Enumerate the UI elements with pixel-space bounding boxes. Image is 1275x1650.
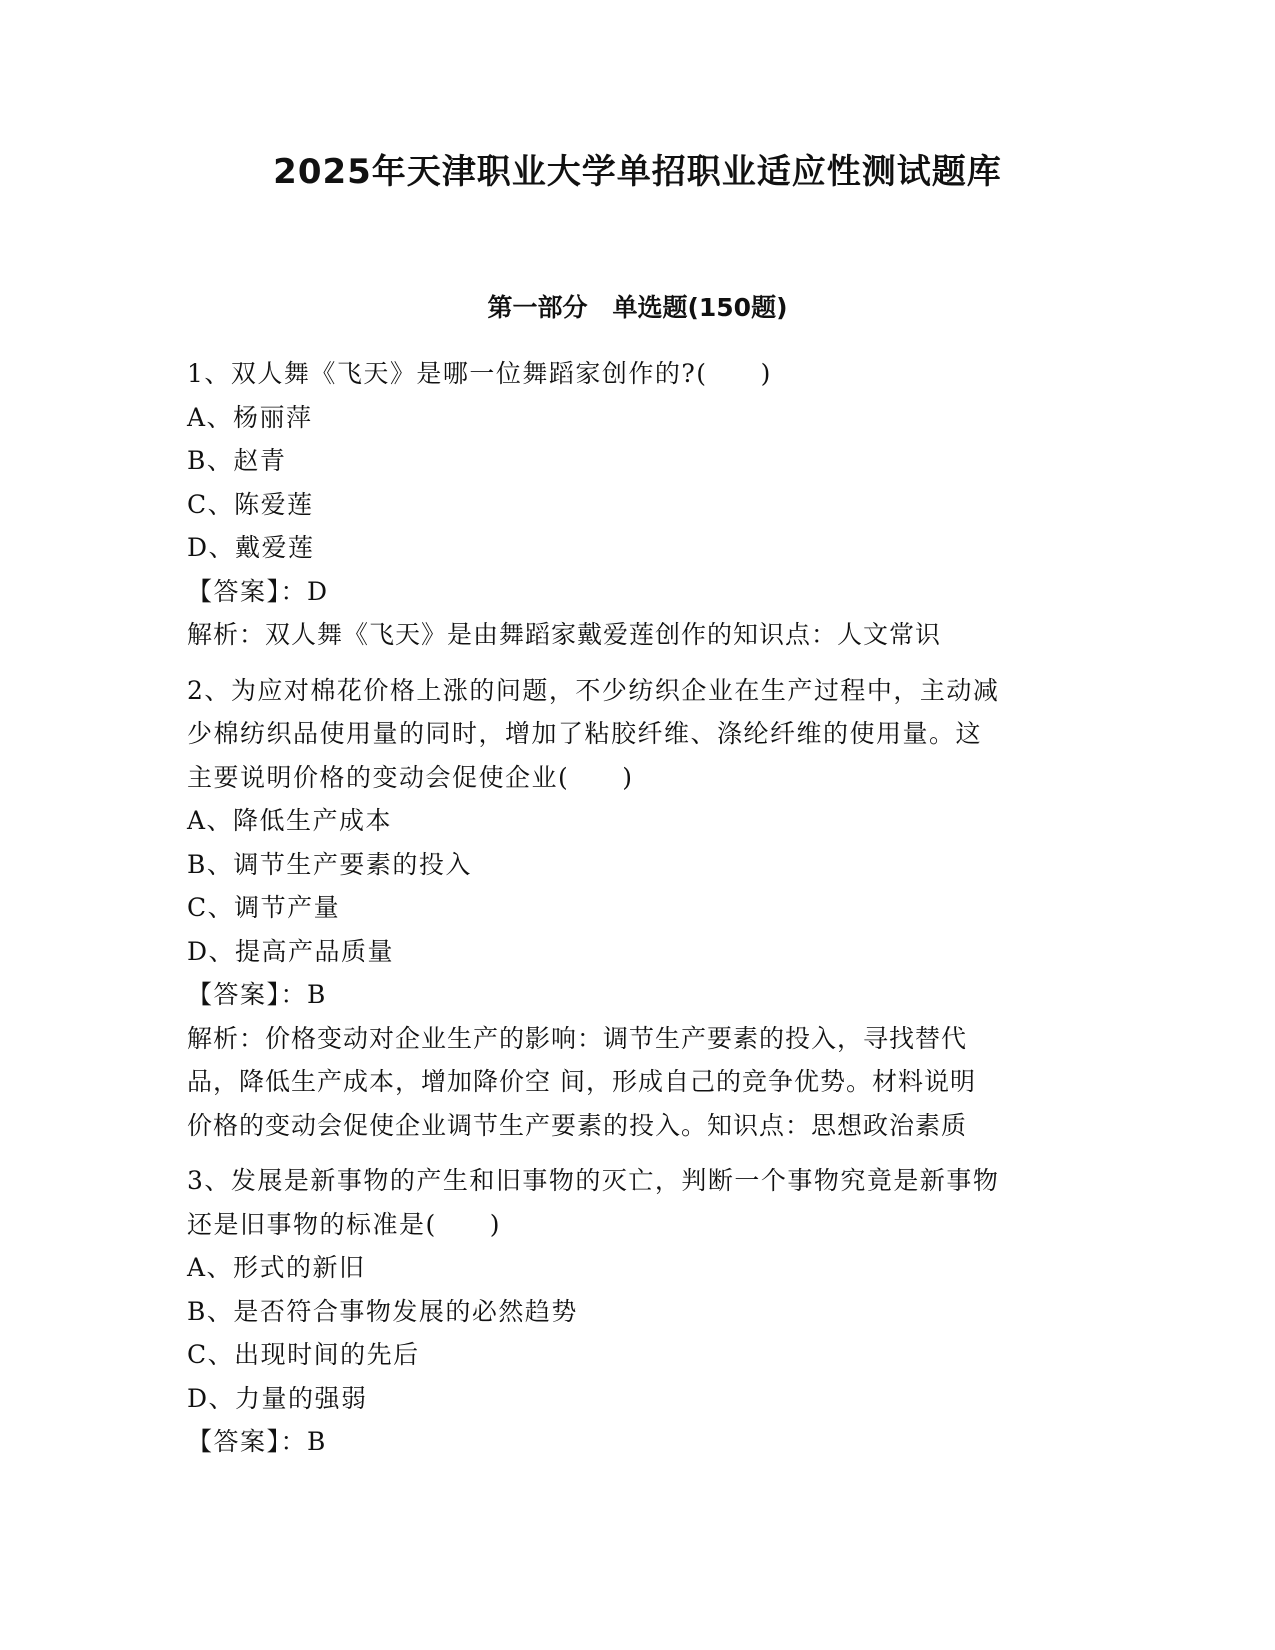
- section-title: 第一部分 单选题(150题): [487, 293, 788, 322]
- option-c: C、调节产量: [187, 893, 341, 922]
- question-2: [187, 669, 1087, 1148]
- question-stem: 主要说明价格的变动会促使企业( ): [187, 762, 634, 792]
- option-b: B、是否符合事物发展的必然趋势: [187, 1296, 578, 1326]
- option-a: A、形式的新旧: [187, 1253, 366, 1282]
- question-list: [187, 352, 1087, 1476]
- page-title: 2025年天津职业大学单招职业适应性测试题库: [273, 152, 1002, 192]
- answer: 【答案】：B: [187, 1427, 327, 1456]
- option-c: C、出现时间的先后: [187, 1340, 420, 1369]
- option-d: D、力量的强弱: [187, 1383, 368, 1413]
- answer: 【答案】：D: [187, 576, 329, 606]
- analysis: 品，降低生产成本，增加降价空 间，形成自己的竞争优势。材料说明: [187, 1067, 976, 1096]
- analysis: 解析：价格变动对企业生产的影响：调节生产要素的投入，寻找替代: [187, 1023, 968, 1053]
- question-stem: 1、双人舞《飞天》是哪一位舞蹈家创作的?( ): [187, 359, 772, 388]
- option-c: C、陈爱莲: [187, 489, 314, 519]
- question-stem: 2、为应对棉花价格上涨的问题，不少纺织企业在生产过程中，主动减: [187, 675, 1000, 705]
- question-1: [187, 352, 1087, 657]
- answer: 【答案】：B: [187, 980, 327, 1009]
- option-b: B、赵青: [187, 446, 287, 475]
- option-a: A、杨丽萍: [187, 402, 313, 432]
- question-stem: 少棉纺织品使用量的同时，增加了粘胶纤维、涤纶纤维的使用量。这: [187, 719, 983, 748]
- question-stem: 3、发展是新事物的产生和旧事物的灭亡，判断一个事物究竟是新事物: [187, 1166, 1000, 1195]
- option-a: A、降低生产成本: [187, 806, 393, 835]
- option-b: B、调节生产要素的投入: [187, 849, 472, 879]
- question-stem: 还是旧事物的标准是( ): [187, 1209, 502, 1239]
- option-d: D、提高产品质量: [187, 936, 395, 966]
- option-d: D、戴爱莲: [187, 533, 315, 562]
- analysis: 解析：双人舞《飞天》是由舞蹈家戴爱莲创作的知识点：人文常识: [187, 620, 942, 649]
- analysis: 价格的变动会促使企业调节生产要素的投入。知识点：思想政治素质: [187, 1110, 968, 1140]
- question-3: [187, 1159, 1087, 1464]
